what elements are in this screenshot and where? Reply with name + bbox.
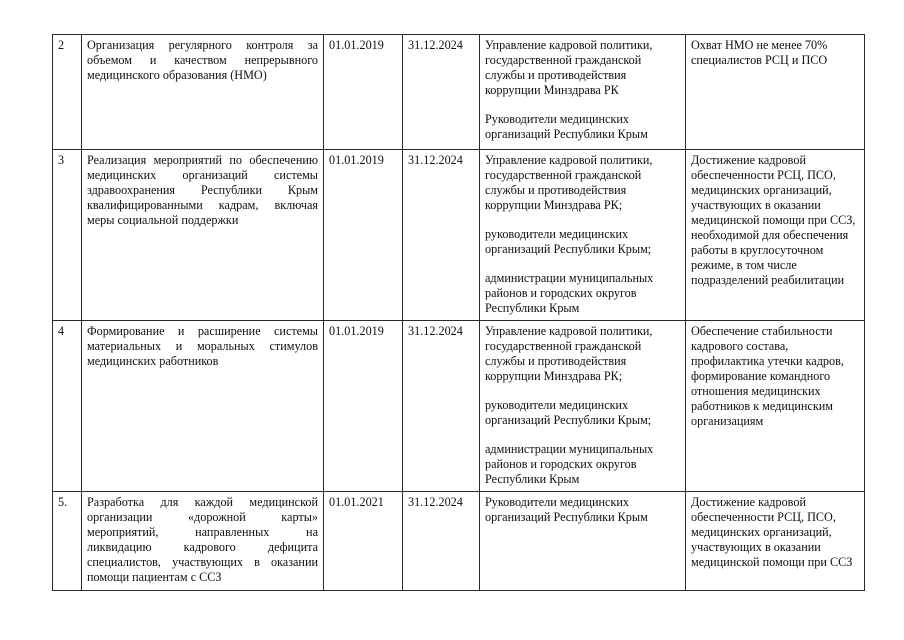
end-date-cell: 31.12.2024 [403, 492, 480, 591]
measure-name-cell: Формирование и расширение системы материальных и моральных стимулов медицинских работников [82, 321, 324, 492]
result-cell: Охват НМО не менее 70% специалистов РСЦ и ПСО [686, 35, 865, 150]
table-row [53, 321, 865, 492]
row-number-cell: 2 [53, 35, 82, 150]
start-date-cell: 01.01.2019 [324, 321, 403, 492]
measure-name-cell: Разработка для каждой медицинской организации «дорожной карты» мероприятий, направленных на ликвидацию кадрового дефицита специалистов, участвующих в оказании помощи пациентам с ССЗ [82, 492, 324, 591]
responsible-cell [480, 492, 686, 591]
result-cell: Достижение кадровой обеспеченности РСЦ, ПСО, медицинских организаций, участвующих в оказании медицинской помощи при ССЗ [686, 492, 865, 591]
responsible-entry: Руководители медицинских организаций Республики Крым [485, 495, 648, 524]
row-number-cell: 4 [53, 321, 82, 492]
measure-name-cell: Реализация мероприятий по обеспечению медицинских организаций системы здравоохранения Республики Крым квалифицированными кадрам, включая меры социальной поддержки [82, 150, 324, 321]
start-date-cell: 01.01.2019 [324, 35, 403, 150]
row-number-cell: 3 [53, 150, 82, 321]
start-date-cell: 01.01.2021 [324, 492, 403, 591]
responsible-entry: руководители медицинских организаций Республики Крым; [485, 227, 652, 256]
measure-name-cell: Организация регулярного контроля за объемом и качеством непрерывного медицинского образования (НМО) [82, 35, 324, 150]
result-cell: Обеспечение стабильности кадрового состава, профилактика утечки кадров, формирование командного отношения медицинских работников к медицинским организациям [686, 321, 865, 492]
responsible-entry: руководители медицинских организаций Республики Крым; [485, 398, 652, 427]
responsible-cell [480, 321, 686, 492]
responsible-entry: Управление кадровой политики, государственной гражданской службы и противодействия коррупции Минздрава РК; [485, 324, 653, 383]
result-cell: Достижение кадровой обеспеченности РСЦ, ПСО, медицинских организаций, участвующих в оказании медицинской помощи при ССЗ, необходимой для обеспечения работы в круглосуточном режиме, в том числе подразделений реабилитации [686, 150, 865, 321]
responsible-entry: Управление кадровой политики, государственной гражданской службы и противодействия коррупции Минздрава РК; [485, 153, 653, 212]
responsible-entry: администрации муниципальных районов и городских округов Республики Крым [485, 442, 654, 486]
responsible-entry: администрации муниципальных районов и городских округов Республики Крым [485, 271, 654, 315]
end-date-cell: 31.12.2024 [403, 35, 480, 150]
responsible-cell [480, 150, 686, 321]
responsible-cell [480, 35, 686, 150]
responsible-entry: Руководители медицинских организаций Республики Крым [485, 112, 648, 141]
table-row [53, 35, 865, 150]
table-row [53, 492, 865, 591]
end-date-cell: 31.12.2024 [403, 321, 480, 492]
responsible-entry: Управление кадровой политики, государственной гражданской службы и противодействия коррупции Минздрава РК [485, 38, 653, 97]
measures-table [52, 34, 865, 591]
end-date-cell: 31.12.2024 [403, 150, 480, 321]
row-number-cell: 5. [53, 492, 82, 591]
start-date-cell: 01.01.2019 [324, 150, 403, 321]
table-row [53, 150, 865, 321]
